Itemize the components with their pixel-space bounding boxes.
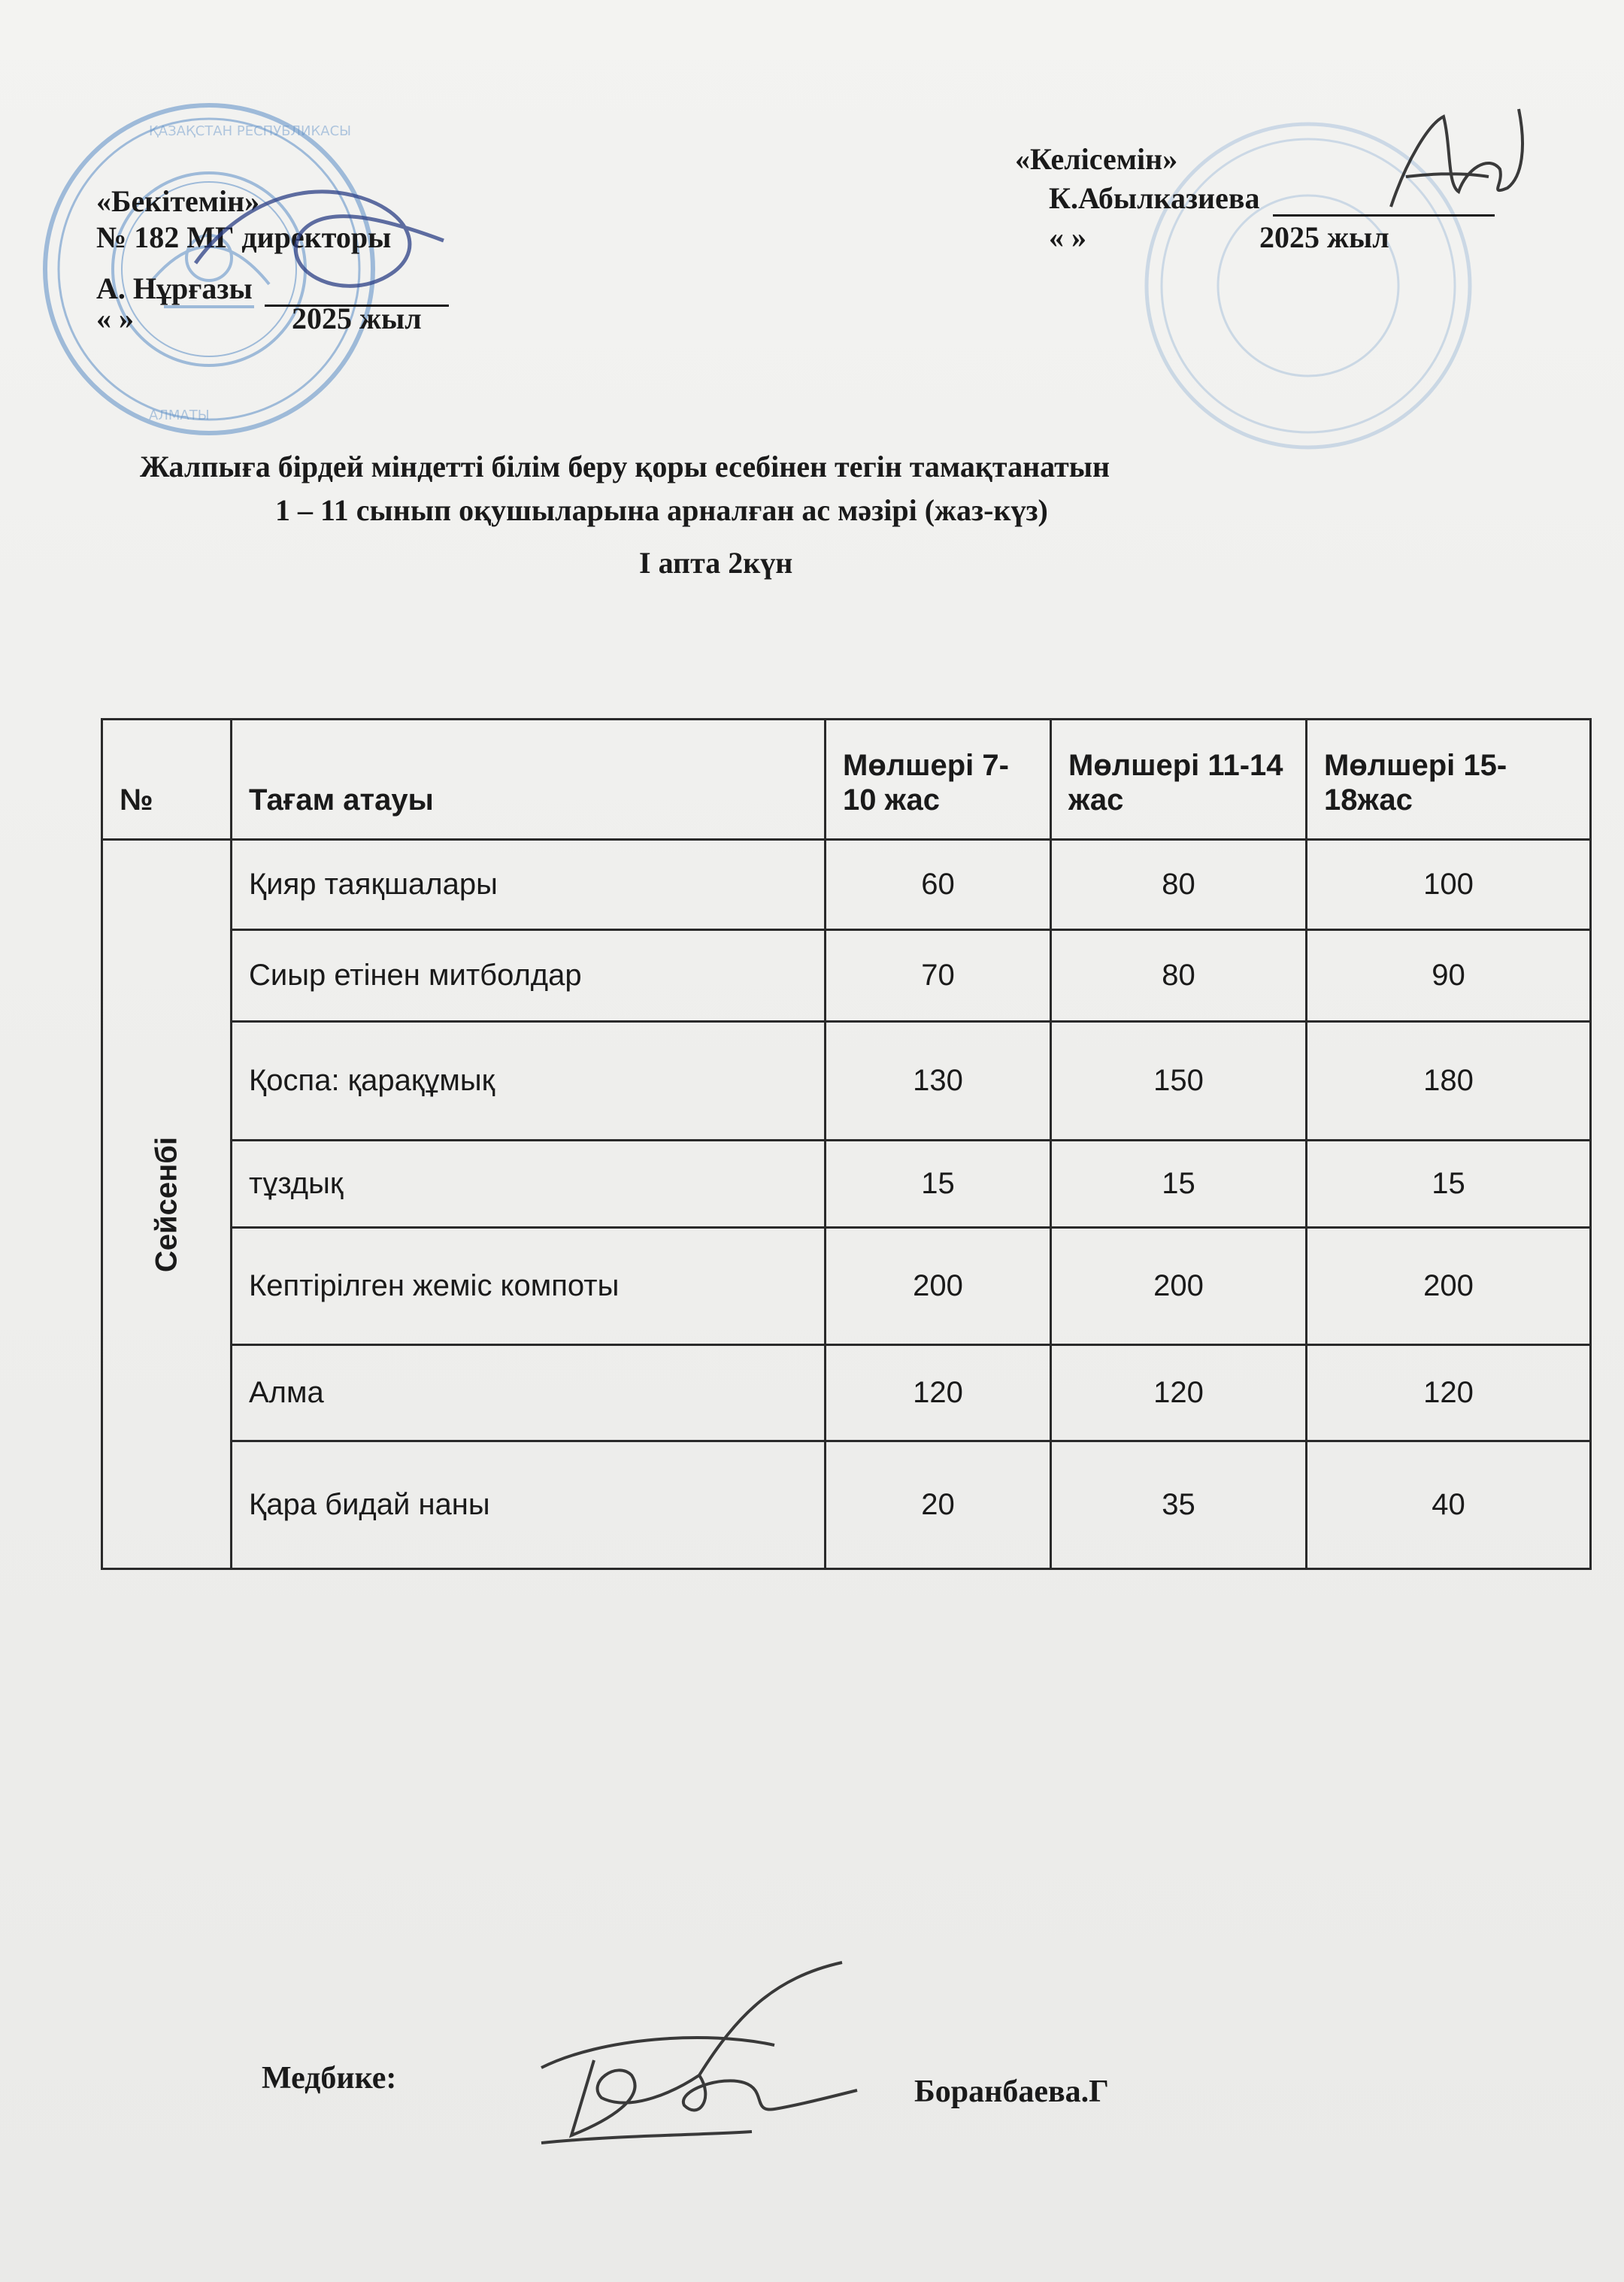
dish-name: Қияр таяқшалары bbox=[232, 840, 826, 930]
portion-7-10: 200 bbox=[826, 1228, 1051, 1345]
day-cell bbox=[102, 840, 232, 1569]
agreement-date-quote: « » bbox=[1049, 220, 1086, 254]
portion-15-18: 120 bbox=[1307, 1345, 1591, 1441]
portion-15-18: 100 bbox=[1307, 840, 1591, 930]
dish-name: тұздық bbox=[232, 1141, 826, 1228]
portion-11-14: 80 bbox=[1051, 930, 1307, 1022]
nurse-role: Медбике: bbox=[262, 2061, 397, 2096]
header-portion-7-10: Мөлшері 7-10 жас bbox=[826, 720, 1051, 840]
portion-7-10: 15 bbox=[826, 1141, 1051, 1228]
agreement-signature bbox=[1376, 102, 1549, 229]
dish-name: Алма bbox=[232, 1345, 826, 1441]
table-row bbox=[102, 1345, 1591, 1441]
nurse-signature bbox=[526, 1947, 872, 2173]
agreement-date bbox=[1049, 220, 1389, 256]
table-header-row bbox=[102, 720, 1591, 840]
portion-11-14: 150 bbox=[1051, 1022, 1307, 1141]
day-label: Сейсенбі bbox=[150, 1136, 183, 1272]
svg-text:АЛМАТЫ: АЛМАТЫ bbox=[149, 408, 210, 423]
agreement-name-text: К.Абылказиева bbox=[1049, 181, 1260, 215]
portion-7-10: 130 bbox=[826, 1022, 1051, 1141]
director-signature bbox=[188, 150, 459, 316]
portion-11-14: 15 bbox=[1051, 1141, 1307, 1228]
table-row bbox=[102, 1441, 1591, 1569]
portion-11-14: 35 bbox=[1051, 1441, 1307, 1569]
portion-11-14: 120 bbox=[1051, 1345, 1307, 1441]
dish-name: Қара бидай наны bbox=[232, 1441, 826, 1569]
svg-text:ҚАЗАҚСТАН РЕСПУБЛИКАСЫ: ҚАЗАҚСТАН РЕСПУБЛИКАСЫ bbox=[149, 123, 352, 139]
approval-date-year: 2025 жыл bbox=[292, 302, 422, 335]
dish-name: Қоспа: қарақұмық bbox=[232, 1022, 826, 1141]
portion-11-14: 80 bbox=[1051, 840, 1307, 930]
portion-15-18: 15 bbox=[1307, 1141, 1591, 1228]
table-row bbox=[102, 840, 1591, 930]
header-number: № bbox=[102, 720, 232, 840]
menu-title-line2: 1 – 11 сынып оқушыларына арналған ас мәзірі (жаз-күз) bbox=[275, 493, 1048, 527]
portion-7-10: 120 bbox=[826, 1345, 1051, 1441]
header-dish-name: Тағам атауы bbox=[232, 720, 826, 840]
header-portion-15-18: Мөлшері 15-18жас bbox=[1307, 720, 1591, 840]
menu-title-line1: Жалпыға бірдей міндетті білім беру қоры есебінен тегін тамақтанатын bbox=[140, 450, 1110, 483]
approval-date-quote: « » bbox=[96, 302, 134, 335]
portion-7-10: 60 bbox=[826, 840, 1051, 930]
approval-director: № 182 МГ директоры bbox=[96, 220, 392, 254]
portion-15-18: 90 bbox=[1307, 930, 1591, 1022]
dish-name: Кептірілген жеміс компоты bbox=[232, 1228, 826, 1345]
approval-heading: «Бекітемін» bbox=[96, 184, 260, 218]
header-portion-11-14: Мөлшері 11-14 жас bbox=[1051, 720, 1307, 840]
nurse-name: Боранбаева.Г bbox=[914, 2074, 1109, 2109]
portion-15-18: 200 bbox=[1307, 1228, 1591, 1345]
portion-11-14: 200 bbox=[1051, 1228, 1307, 1345]
portion-15-18: 180 bbox=[1307, 1022, 1591, 1141]
portion-15-18: 40 bbox=[1307, 1441, 1591, 1569]
menu-title-line3: І апта 2күн bbox=[639, 546, 793, 580]
approval-name-text: А. Нұрғазы bbox=[96, 271, 253, 305]
table-row bbox=[102, 1022, 1591, 1141]
portion-7-10: 20 bbox=[826, 1441, 1051, 1569]
table-row bbox=[102, 1228, 1591, 1345]
table-row bbox=[102, 930, 1591, 1022]
menu-table bbox=[101, 718, 1592, 1570]
agreement-date-year: 2025 жыл bbox=[1259, 220, 1389, 254]
table-row bbox=[102, 1141, 1591, 1228]
dish-name: Сиыр етінен митболдар bbox=[232, 930, 826, 1022]
agreement-heading: «Келісемін» bbox=[1015, 142, 1178, 176]
portion-7-10: 70 bbox=[826, 930, 1051, 1022]
